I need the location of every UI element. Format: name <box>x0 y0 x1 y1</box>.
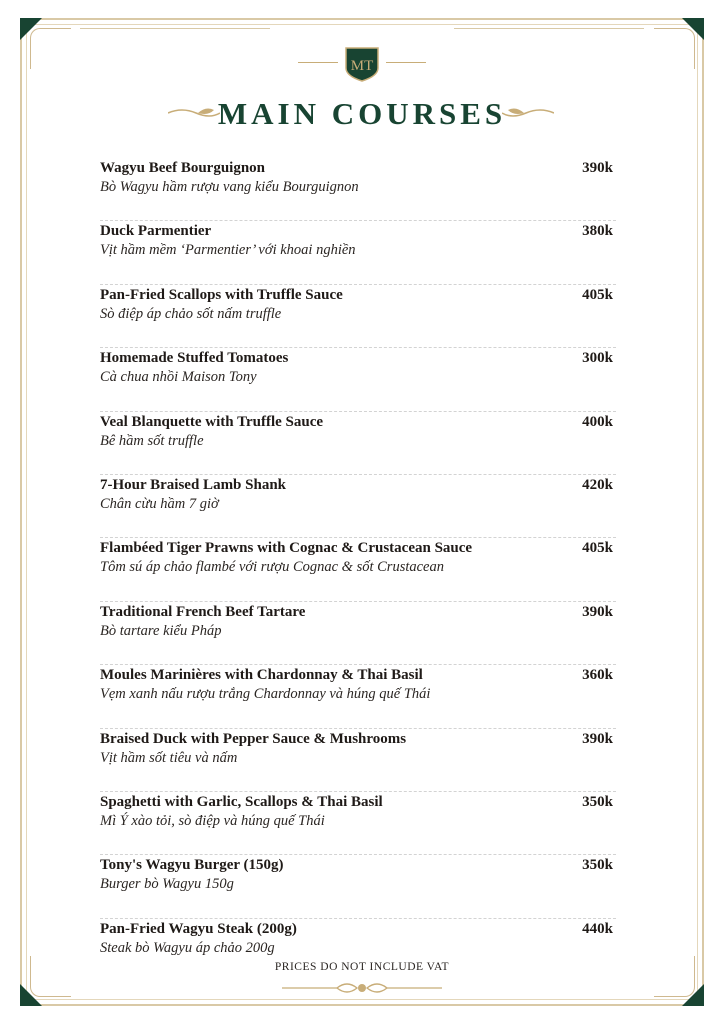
menu-item <box>100 538 616 601</box>
item-description: Cà chua nhồi Maison Tony <box>100 369 257 386</box>
item-description: Tôm sú áp chảo flambé với rượu Cognac & sốt Crustacean <box>100 559 444 576</box>
item-name: Pan-Fried Scallops with Truffle Sauce <box>100 286 343 303</box>
item-name: Homemade Stuffed Tomatoes <box>100 350 289 367</box>
item-price: 405k <box>582 286 613 303</box>
item-description: Bò tartare kiểu Pháp <box>100 622 222 639</box>
vat-note: PRICES DO NOT INCLUDE VAT <box>274 961 450 973</box>
menu-item <box>100 855 616 918</box>
item-description: Mì Ý xào tỏi, sò điệp và húng quế Thái <box>100 812 325 829</box>
menu-item <box>100 412 616 475</box>
item-description: Sò điệp áp chảo sốt nấm truffle <box>100 305 282 322</box>
item-description: Chân cừu hầm 7 giờ <box>100 495 219 512</box>
item-name: Duck Parmentier <box>100 223 212 240</box>
item-name: 7-Hour Braised Lamb Shank <box>100 476 287 493</box>
item-name: Flambéed Tiger Prawns with Cognac & Crustacean Sauce <box>100 540 473 557</box>
item-name: Veal Blanquette with Truffle Sauce <box>100 413 324 430</box>
item-price: 390k <box>582 730 613 747</box>
item-name: Braised Duck with Pepper Sauce & Mushrooms <box>100 730 407 747</box>
logo-emblem <box>344 46 380 82</box>
menu-item <box>100 221 616 284</box>
page-title: MAIN COURSES <box>217 96 507 131</box>
item-name: Wagyu Beef Bourguignon <box>100 160 266 176</box>
logo-line-right <box>386 62 426 63</box>
corner-scroll-top-right <box>654 28 695 69</box>
menu-item <box>100 729 616 792</box>
title-row <box>0 94 724 134</box>
item-name: Spaghetti with Garlic, Scallops & Thai Basil <box>100 793 383 810</box>
corner-scroll-top-left <box>30 28 71 69</box>
menu-item <box>100 348 616 411</box>
item-description: Vịt hầm mềm ‘Parmentier’ với khoai nghiền <box>100 242 356 259</box>
footer-ornament <box>282 978 442 998</box>
item-price: 405k <box>582 540 613 557</box>
item-description: Bê hầm sốt truffle <box>100 432 204 449</box>
item-name: Traditional French Beef Tartare <box>100 603 306 620</box>
item-price: 350k <box>582 857 613 874</box>
menu-item <box>100 475 616 538</box>
item-price: 350k <box>582 793 613 810</box>
item-description: Vịt hầm sốt tiêu và nấm <box>100 749 238 766</box>
item-name: Moules Marinières with Chardonnay & Thai Basil <box>100 667 423 684</box>
menu-item <box>100 602 616 665</box>
title-flourish-right <box>502 106 554 120</box>
menu-item <box>100 285 616 348</box>
menu-item <box>100 792 616 855</box>
item-price: 400k <box>582 413 613 430</box>
logo-line-left <box>298 62 338 63</box>
item-price: 440k <box>582 920 613 937</box>
top-rule-left <box>80 28 270 29</box>
top-rule-right <box>454 28 644 29</box>
item-description: Steak bò Wagyu áp chảo 200g <box>100 939 275 956</box>
item-description: Vẹm xanh nấu rượu trắng Chardonnay và húng quế Thái <box>100 686 431 703</box>
item-price: 390k <box>582 160 613 176</box>
item-description: Burger bò Wagyu 150g <box>100 876 234 893</box>
menu-item <box>100 158 616 221</box>
item-price: 360k <box>582 667 613 684</box>
item-price: 420k <box>582 476 613 493</box>
item-name: Pan-Fried Wagyu Steak (200g) <box>100 920 297 937</box>
item-name: Tony's Wagyu Burger (150g) <box>100 857 284 874</box>
item-price: 380k <box>582 223 613 240</box>
item-price: 300k <box>582 350 613 367</box>
menu-item <box>100 665 616 728</box>
item-description: Bò Wagyu hầm rượu vang kiểu Bourguignon <box>100 179 359 195</box>
menu-list <box>100 158 616 982</box>
logo-text: MT <box>350 58 374 74</box>
item-price: 390k <box>582 603 613 620</box>
